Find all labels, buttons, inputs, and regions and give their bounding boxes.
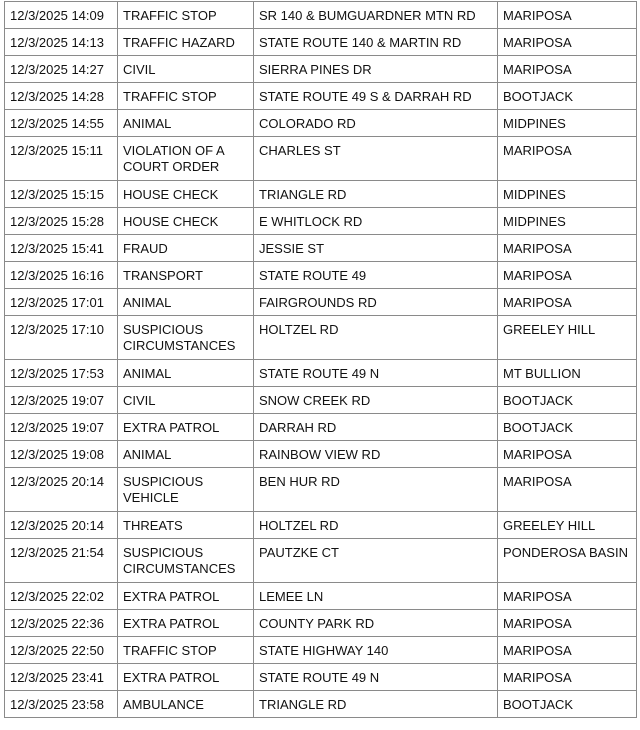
cell-area: MARIPOSA <box>498 289 637 316</box>
cell-location: FAIRGROUNDS RD <box>254 289 498 316</box>
table-row <box>5 262 637 289</box>
cell-datetime: 12/3/2025 17:10 <box>5 316 118 360</box>
cell-type: EXTRA PATROL <box>118 610 254 637</box>
cell-type: SUSPICIOUS CIRCUMSTANCES <box>118 539 254 583</box>
cell-datetime: 12/3/2025 16:16 <box>5 262 118 289</box>
cell-area: GREELEY HILL <box>498 512 637 539</box>
cell-datetime: 12/3/2025 14:55 <box>5 110 118 137</box>
cell-datetime: 12/3/2025 20:14 <box>5 468 118 512</box>
cell-location: BEN HUR RD <box>254 468 498 512</box>
cell-location: COUNTY PARK RD <box>254 610 498 637</box>
cell-area: MIDPINES <box>498 208 637 235</box>
cell-datetime: 12/3/2025 19:08 <box>5 441 118 468</box>
table-row <box>5 83 637 110</box>
cell-type: HOUSE CHECK <box>118 181 254 208</box>
cell-datetime: 12/3/2025 22:50 <box>5 637 118 664</box>
cell-datetime: 12/3/2025 19:07 <box>5 414 118 441</box>
cell-datetime: 12/3/2025 23:58 <box>5 691 118 718</box>
cell-datetime: 12/3/2025 15:15 <box>5 181 118 208</box>
cell-location: CHARLES ST <box>254 137 498 181</box>
table-row <box>5 468 637 512</box>
cell-location: SR 140 & BUMGUARDNER MTN RD <box>254 2 498 29</box>
table-row <box>5 360 637 387</box>
cell-type: TRAFFIC HAZARD <box>118 29 254 56</box>
cell-type: TRANSPORT <box>118 262 254 289</box>
table-row <box>5 637 637 664</box>
cell-type: ANIMAL <box>118 110 254 137</box>
cell-location: LEMEE LN <box>254 583 498 610</box>
cell-area: MARIPOSA <box>498 235 637 262</box>
cell-location: HOLTZEL RD <box>254 316 498 360</box>
table-row <box>5 610 637 637</box>
cell-area: MARIPOSA <box>498 610 637 637</box>
cell-location: RAINBOW VIEW RD <box>254 441 498 468</box>
cell-datetime: 12/3/2025 17:53 <box>5 360 118 387</box>
table-row <box>5 56 637 83</box>
cell-type: HOUSE CHECK <box>118 208 254 235</box>
cell-datetime: 12/3/2025 23:41 <box>5 664 118 691</box>
cell-datetime: 12/3/2025 15:28 <box>5 208 118 235</box>
table-row <box>5 387 637 414</box>
cell-area: MARIPOSA <box>498 262 637 289</box>
cell-type: EXTRA PATROL <box>118 414 254 441</box>
cell-area: MARIPOSA <box>498 56 637 83</box>
cell-type: TRAFFIC STOP <box>118 637 254 664</box>
cell-datetime: 12/3/2025 14:13 <box>5 29 118 56</box>
table-row <box>5 2 637 29</box>
cell-area: MIDPINES <box>498 181 637 208</box>
cell-type: SUSPICIOUS VEHICLE <box>118 468 254 512</box>
cell-datetime: 12/3/2025 15:11 <box>5 137 118 181</box>
cell-location: STATE ROUTE 49 N <box>254 360 498 387</box>
cell-type: CIVIL <box>118 56 254 83</box>
cell-area: MT BULLION <box>498 360 637 387</box>
cell-type: CIVIL <box>118 387 254 414</box>
cell-area: MARIPOSA <box>498 137 637 181</box>
cell-type: EXTRA PATROL <box>118 664 254 691</box>
cell-location: STATE HIGHWAY 140 <box>254 637 498 664</box>
cell-datetime: 12/3/2025 22:36 <box>5 610 118 637</box>
cell-location: STATE ROUTE 49 N <box>254 664 498 691</box>
table-row <box>5 441 637 468</box>
table-row <box>5 512 637 539</box>
cell-type: TRAFFIC STOP <box>118 83 254 110</box>
cell-area: BOOTJACK <box>498 691 637 718</box>
cell-datetime: 12/3/2025 14:27 <box>5 56 118 83</box>
cell-type: SUSPICIOUS CIRCUMSTANCES <box>118 316 254 360</box>
cell-location: DARRAH RD <box>254 414 498 441</box>
cell-location: STATE ROUTE 140 & MARTIN RD <box>254 29 498 56</box>
cell-area: MARIPOSA <box>498 29 637 56</box>
cell-area: BOOTJACK <box>498 83 637 110</box>
cell-area: BOOTJACK <box>498 414 637 441</box>
table-row <box>5 110 637 137</box>
cell-area: GREELEY HILL <box>498 316 637 360</box>
cell-area: PONDEROSA BASIN <box>498 539 637 583</box>
cell-type: ANIMAL <box>118 289 254 316</box>
table-row <box>5 289 637 316</box>
cell-location: STATE ROUTE 49 <box>254 262 498 289</box>
table-row <box>5 316 637 360</box>
cell-area: MARIPOSA <box>498 583 637 610</box>
cell-location: PAUTZKE CT <box>254 539 498 583</box>
cell-location: HOLTZEL RD <box>254 512 498 539</box>
cell-location: STATE ROUTE 49 S & DARRAH RD <box>254 83 498 110</box>
cell-location: COLORADO RD <box>254 110 498 137</box>
cell-type: THREATS <box>118 512 254 539</box>
cell-datetime: 12/3/2025 17:01 <box>5 289 118 316</box>
cell-datetime: 12/3/2025 19:07 <box>5 387 118 414</box>
cell-area: MIDPINES <box>498 110 637 137</box>
table-row <box>5 235 637 262</box>
cell-datetime: 12/3/2025 14:28 <box>5 83 118 110</box>
table-row <box>5 691 637 718</box>
cell-location: SNOW CREEK RD <box>254 387 498 414</box>
cell-datetime: 12/3/2025 20:14 <box>5 512 118 539</box>
cell-type: ANIMAL <box>118 441 254 468</box>
table-row <box>5 137 637 181</box>
table-row <box>5 583 637 610</box>
cell-area: MARIPOSA <box>498 2 637 29</box>
table-row <box>5 29 637 56</box>
table-row <box>5 664 637 691</box>
table-row <box>5 414 637 441</box>
cell-area: MARIPOSA <box>498 664 637 691</box>
cell-area: MARIPOSA <box>498 637 637 664</box>
cell-type: VIOLATION OF A COURT ORDER <box>118 137 254 181</box>
cell-location: E WHITLOCK RD <box>254 208 498 235</box>
cell-type: TRAFFIC STOP <box>118 2 254 29</box>
cell-location: TRIANGLE RD <box>254 181 498 208</box>
cell-location: JESSIE ST <box>254 235 498 262</box>
cell-datetime: 12/3/2025 22:02 <box>5 583 118 610</box>
call-log-table <box>4 1 637 718</box>
cell-type: ANIMAL <box>118 360 254 387</box>
cell-type: EXTRA PATROL <box>118 583 254 610</box>
cell-location: TRIANGLE RD <box>254 691 498 718</box>
table-row <box>5 539 637 583</box>
table-row <box>5 181 637 208</box>
cell-datetime: 12/3/2025 15:41 <box>5 235 118 262</box>
table-row <box>5 208 637 235</box>
cell-area: BOOTJACK <box>498 387 637 414</box>
cell-datetime: 12/3/2025 14:09 <box>5 2 118 29</box>
cell-location: SIERRA PINES DR <box>254 56 498 83</box>
cell-type: FRAUD <box>118 235 254 262</box>
cell-type: AMBULANCE <box>118 691 254 718</box>
cell-area: MARIPOSA <box>498 468 637 512</box>
cell-datetime: 12/3/2025 21:54 <box>5 539 118 583</box>
cell-area: MARIPOSA <box>498 441 637 468</box>
